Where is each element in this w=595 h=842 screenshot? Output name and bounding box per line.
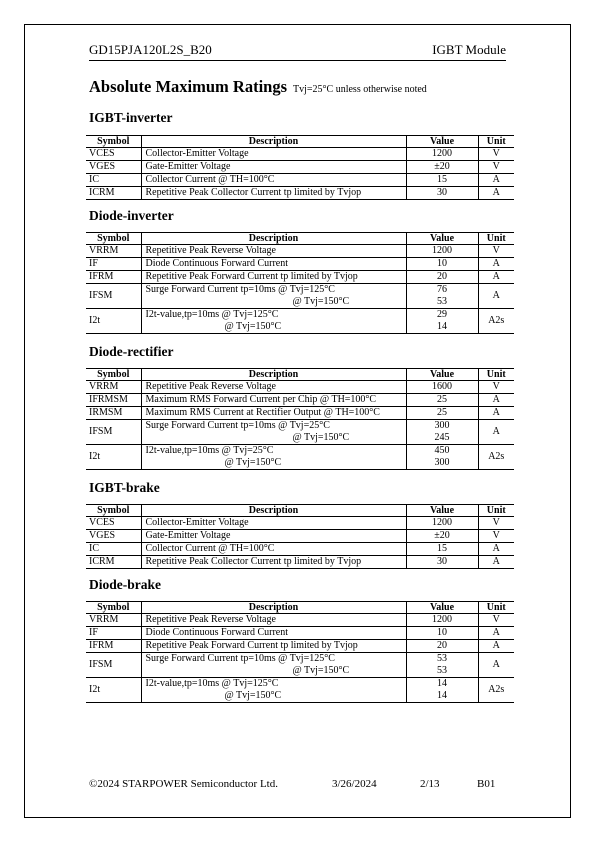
description-cell [141, 284, 406, 309]
description-line: @ Tvj=150°C [292, 432, 350, 443]
table-row [86, 161, 514, 174]
table-row [86, 284, 514, 309]
col-header-unit: Unit [478, 602, 514, 614]
description-cell [141, 309, 406, 334]
unit-cell: A2s [478, 309, 514, 334]
col-header-symbol: Symbol [86, 136, 141, 148]
unit-cell: A [478, 174, 514, 187]
description-cell: Gate-Emitter Voltage [141, 530, 406, 543]
col-header-symbol: Symbol [86, 602, 141, 614]
table-row [86, 653, 514, 678]
value-line: 53 [437, 653, 447, 664]
value-line: 450 [434, 445, 450, 456]
unit-cell: A2s [478, 678, 514, 703]
section-title-igbt-brake: IGBT-brake [89, 480, 160, 495]
title-condition: Tvj=25°C unless otherwise noted [293, 84, 427, 95]
description-line: Surge Forward Current tp=10ms @ Tvj=125°C [145, 653, 335, 664]
table-row [86, 309, 514, 334]
table-row [86, 640, 514, 653]
description-cell: Maximum RMS Forward Current per Chip @ TH=100°C [141, 394, 406, 407]
symbol-cell: IFSM [86, 420, 141, 445]
value-cell: 1200 [406, 148, 478, 161]
section-title-diode-brake: Diode-brake [89, 577, 161, 592]
symbol-cell: VCES [86, 148, 141, 161]
unit-cell: V [478, 530, 514, 543]
symbol-cell: VGES [86, 161, 141, 174]
unit-cell: V [478, 245, 514, 258]
col-header-description: Description [141, 369, 406, 381]
value-cell: 1600 [406, 381, 478, 394]
col-header-description: Description [141, 505, 406, 517]
symbol-cell: VGES [86, 530, 141, 543]
symbol-cell: IFRM [86, 271, 141, 284]
symbol-cell: VCES [86, 517, 141, 530]
table-row [86, 530, 514, 543]
value-cell: ±20 [406, 161, 478, 174]
unit-cell: A [478, 420, 514, 445]
description-line: Surge Forward Current tp=10ms @ Tvj=25°C [145, 420, 330, 431]
symbol-cell: IFSM [86, 284, 141, 309]
description-cell: Collector Current @ TH=100°C [141, 543, 406, 556]
value-cell [406, 309, 478, 334]
description-line: @ Tvj=150°C [292, 665, 350, 676]
value-cell: ±20 [406, 530, 478, 543]
description-line: I2t-value,tp=10ms @ Tvj=25°C [145, 445, 274, 456]
col-header-value: Value [406, 505, 478, 517]
value-cell: 10 [406, 258, 478, 271]
value-line: 14 [437, 690, 447, 701]
col-header-unit: Unit [478, 136, 514, 148]
symbol-cell: I2t [86, 445, 141, 470]
description-cell: Repetitive Peak Reverse Voltage [141, 381, 406, 394]
product-type: IGBT Module [432, 42, 506, 57]
part-number: GD15PJA120L2S_B20 [89, 42, 212, 57]
unit-cell: A [478, 543, 514, 556]
col-header-unit: Unit [478, 233, 514, 245]
value-cell: 30 [406, 187, 478, 200]
unit-cell: A [478, 556, 514, 569]
col-header-symbol: Symbol [86, 233, 141, 245]
description-cell: Repetitive Peak Forward Current tp limited by Tvjop [141, 271, 406, 284]
value-cell: 30 [406, 556, 478, 569]
description-cell: Diode Continuous Forward Current [141, 258, 406, 271]
unit-cell: A [478, 627, 514, 640]
symbol-cell: VRRM [86, 614, 141, 627]
symbol-cell: IFRMSM [86, 394, 141, 407]
value-cell [406, 678, 478, 703]
col-header-value: Value [406, 136, 478, 148]
description-cell: Collector-Emitter Voltage [141, 148, 406, 161]
value-cell: 1200 [406, 614, 478, 627]
description-cell [141, 678, 406, 703]
value-cell: 25 [406, 407, 478, 420]
description-cell: Diode Continuous Forward Current [141, 627, 406, 640]
table-diode-rectifier [86, 368, 514, 470]
value-cell: 20 [406, 271, 478, 284]
description-cell: Repetitive Peak Collector Current tp limited by Tvjop [141, 187, 406, 200]
symbol-cell: IFSM [86, 653, 141, 678]
value-cell: 1200 [406, 245, 478, 258]
value-line: 300 [434, 420, 450, 431]
col-header-value: Value [406, 369, 478, 381]
description-cell [141, 653, 406, 678]
value-cell: 15 [406, 174, 478, 187]
description-line: I2t-value,tp=10ms @ Tvj=125°C [145, 309, 279, 320]
description-cell: Repetitive Peak Reverse Voltage [141, 614, 406, 627]
col-header-symbol: Symbol [86, 505, 141, 517]
value-cell: 10 [406, 627, 478, 640]
table-row [86, 407, 514, 420]
col-header-description: Description [141, 233, 406, 245]
description-cell [141, 445, 406, 470]
symbol-cell: VRRM [86, 381, 141, 394]
unit-cell: A [478, 407, 514, 420]
section-title-diode-rectifier: Diode-rectifier [89, 344, 174, 359]
description-line: @ Tvj=150°C [224, 690, 282, 701]
description-cell: Maximum RMS Current at Rectifier Output @ TH=100°C [141, 407, 406, 420]
table-row [86, 271, 514, 284]
symbol-cell: IF [86, 627, 141, 640]
description-cell: Collector Current @ TH=100°C [141, 174, 406, 187]
table-header-row [86, 136, 514, 148]
symbol-cell: IC [86, 543, 141, 556]
value-line: 29 [437, 309, 447, 320]
footer-page-number: 2/13 [420, 778, 440, 790]
unit-cell: V [478, 381, 514, 394]
description-cell: Repetitive Peak Reverse Voltage [141, 245, 406, 258]
value-cell [406, 653, 478, 678]
unit-cell: A [478, 640, 514, 653]
unit-cell: V [478, 517, 514, 530]
col-header-symbol: Symbol [86, 369, 141, 381]
value-cell: 15 [406, 543, 478, 556]
symbol-cell: IRMSM [86, 407, 141, 420]
description-cell: Collector-Emitter Voltage [141, 517, 406, 530]
section-title-diode-inverter: Diode-inverter [89, 208, 174, 223]
table-diode-inverter [86, 232, 514, 334]
col-header-unit: Unit [478, 369, 514, 381]
section-title-igbt-inverter: IGBT-inverter [89, 110, 173, 125]
table-header-row [86, 233, 514, 245]
symbol-cell: IF [86, 258, 141, 271]
table-row [86, 420, 514, 445]
table-header-row [86, 369, 514, 381]
description-line: @ Tvj=150°C [224, 457, 282, 468]
value-line: 300 [434, 457, 450, 468]
unit-cell: A [478, 284, 514, 309]
table-row [86, 627, 514, 640]
symbol-cell: I2t [86, 678, 141, 703]
value-line: 245 [434, 432, 450, 443]
symbol-cell: I2t [86, 309, 141, 334]
value-line: 76 [437, 284, 447, 295]
table-row [86, 614, 514, 627]
table-header-row [86, 505, 514, 517]
symbol-cell: VRRM [86, 245, 141, 258]
description-cell [141, 420, 406, 445]
col-header-description: Description [141, 136, 406, 148]
description-cell: Repetitive Peak Forward Current tp limited by Tvjop [141, 640, 406, 653]
table-row [86, 517, 514, 530]
table-row [86, 445, 514, 470]
table-row [86, 381, 514, 394]
table-igbt-inverter [86, 135, 514, 200]
title-main: Absolute Maximum Ratings [89, 77, 288, 96]
value-cell [406, 284, 478, 309]
page-title [89, 77, 427, 97]
description-line: Surge Forward Current tp=10ms @ Tvj=125°C [145, 284, 335, 295]
symbol-cell: ICRM [86, 556, 141, 569]
unit-cell: A [478, 653, 514, 678]
description-line: @ Tvj=150°C [224, 321, 282, 332]
value-cell [406, 420, 478, 445]
table-row [86, 258, 514, 271]
table-row [86, 543, 514, 556]
unit-cell: A [478, 187, 514, 200]
table-header-row [86, 602, 514, 614]
value-line: 14 [437, 321, 447, 332]
table-row [86, 174, 514, 187]
value-cell: 1200 [406, 517, 478, 530]
unit-cell: V [478, 148, 514, 161]
table-row [86, 678, 514, 703]
value-line: 14 [437, 678, 447, 689]
value-line: 53 [437, 296, 447, 307]
symbol-cell: IC [86, 174, 141, 187]
col-header-value: Value [406, 602, 478, 614]
table-row [86, 245, 514, 258]
page-header [89, 41, 506, 61]
description-line: @ Tvj=150°C [292, 296, 350, 307]
description-cell: Gate-Emitter Voltage [141, 161, 406, 174]
value-cell: 20 [406, 640, 478, 653]
unit-cell: A [478, 394, 514, 407]
table-row [86, 148, 514, 161]
value-cell: 25 [406, 394, 478, 407]
col-header-description: Description [141, 602, 406, 614]
symbol-cell: IFRM [86, 640, 141, 653]
unit-cell: V [478, 161, 514, 174]
unit-cell: V [478, 614, 514, 627]
table-row [86, 394, 514, 407]
description-cell: Repetitive Peak Collector Current tp limited by Tvjop [141, 556, 406, 569]
value-line: 53 [437, 665, 447, 676]
table-diode-brake [86, 601, 514, 703]
footer-revision: B01 [477, 778, 496, 790]
table-row [86, 187, 514, 200]
value-cell [406, 445, 478, 470]
table-igbt-brake [86, 504, 514, 569]
footer-copyright: ©2024 STARPOWER Semiconductor Ltd. [89, 778, 278, 790]
description-line: I2t-value,tp=10ms @ Tvj=125°C [145, 678, 279, 689]
unit-cell: A [478, 271, 514, 284]
unit-cell: A2s [478, 445, 514, 470]
footer-date: 3/26/2024 [332, 778, 377, 790]
col-header-value: Value [406, 233, 478, 245]
table-row [86, 556, 514, 569]
unit-cell: A [478, 258, 514, 271]
col-header-unit: Unit [478, 505, 514, 517]
symbol-cell: ICRM [86, 187, 141, 200]
